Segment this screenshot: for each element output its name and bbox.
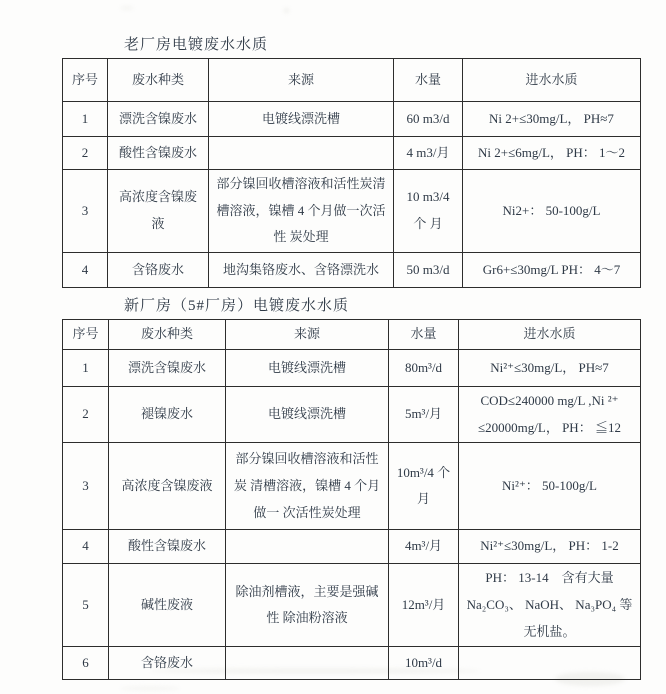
cell-waste-type: 碱性废液 <box>109 564 226 647</box>
table-header-row <box>63 59 641 102</box>
cell-volume: 50 m3/d <box>394 252 463 287</box>
cell-source: 电镀线漂洗槽 <box>226 349 389 386</box>
cell-no: 6 <box>63 647 109 680</box>
cell-volume: 4m³/月 <box>389 530 459 564</box>
column-header-volume: 水量 <box>394 59 463 102</box>
cell-source: 地沟集铬废水、含铬漂洗水 <box>209 252 394 287</box>
cell-source <box>226 530 389 564</box>
scan-artifact <box>284 8 289 13</box>
column-header-source: 来源 <box>209 59 394 102</box>
cell-volume: 60 m3/d <box>394 102 463 137</box>
scan-artifact <box>120 686 180 691</box>
cell-source: 电镀线漂洗槽 <box>209 102 394 137</box>
table-row <box>63 349 641 386</box>
cell-quality: Gr6+≤30mg/L PH： 4～7 <box>463 252 641 287</box>
cell-quality <box>459 647 641 680</box>
table-row <box>63 647 641 680</box>
cell-volume: 10m³/d <box>389 647 459 680</box>
cell-no: 2 <box>63 137 108 170</box>
column-header-no: 序号 <box>63 59 108 102</box>
cell-waste-type: 漂洗含镍废水 <box>109 349 226 386</box>
cell-quality: Ni²⁺≤30mg/L， PH： 1-2 <box>459 530 641 564</box>
cell-volume: 4 m3/月 <box>394 137 463 170</box>
cell-waste-type: 高浓度含镍废液 <box>109 443 226 530</box>
cell-volume: 5m³/月 <box>389 386 459 442</box>
table-row <box>63 137 641 170</box>
column-header-waste-type: 废水种类 <box>109 319 226 349</box>
cell-source: 部分镍回收槽溶液和活性炭 清槽溶液，镍槽 4 个月做一 次活性炭处理 <box>226 443 389 530</box>
cell-volume: 10m³/4 个 月 <box>389 443 459 530</box>
section-title-new-plant: 新厂房（5#厂房）电镀废水水质 <box>124 297 350 314</box>
column-header-source: 来源 <box>226 319 389 349</box>
column-header-quality: 进水水质 <box>459 319 641 349</box>
section-title-old-plant: 老厂房电镀废水水质 <box>124 37 269 53</box>
table-row <box>63 564 641 647</box>
cell-no: 1 <box>63 349 109 386</box>
table-row <box>63 170 641 253</box>
column-header-no: 序号 <box>63 319 109 349</box>
cell-source <box>209 137 394 170</box>
wastewater-table-new-plant <box>62 319 641 680</box>
document-content <box>62 34 640 680</box>
cell-quality: Ni 2+≤30mg/L， PH≈7 <box>463 102 641 137</box>
table-row <box>63 386 641 442</box>
cell-source: 除油剂槽液，主要是强碱性 除油粉溶液 <box>226 564 389 647</box>
cell-quality: Ni 2+≤6mg/L， PH： 1～2 <box>463 137 641 170</box>
cell-source: 部分镍回收槽溶液和活性炭清 槽溶液，镍槽 4 个月做一次活性 炭处理 <box>209 170 394 253</box>
cell-waste-type: 含铬废水 <box>109 647 226 680</box>
cell-waste-type: 含铬废水 <box>108 252 209 287</box>
cell-waste-type: 酸性含镍废水 <box>109 530 226 564</box>
cell-no: 4 <box>63 530 109 564</box>
cell-volume: 80m³/d <box>389 349 459 386</box>
cell-quality: COD≤240000 mg/L ,Ni ²⁺ ≤20000mg/L， PH： ≦12 <box>459 386 641 442</box>
cell-no: 4 <box>63 252 108 287</box>
cell-quality: Ni²⁺： 50-100g/L <box>459 443 641 530</box>
table-row <box>63 102 641 137</box>
cell-quality: Ni2+： 50-100g/L <box>463 170 641 253</box>
column-header-volume: 水量 <box>389 319 459 349</box>
table-row <box>63 443 641 530</box>
cell-no: 3 <box>63 443 109 530</box>
cell-quality: PH： 13-14 含有大量 Na₂CO₃、 NaOH、 Na₃PO₄ 等无机盐。 <box>459 564 641 647</box>
column-header-quality: 进水水质 <box>463 59 641 102</box>
cell-waste-type: 高浓度含镍废液 <box>108 170 209 253</box>
table-row <box>63 530 641 564</box>
cell-waste-type: 漂洗含镍废水 <box>108 102 209 137</box>
cell-volume: 10 m3/4 个 月 <box>394 170 463 253</box>
table-row <box>63 252 641 287</box>
cell-no: 2 <box>63 386 109 442</box>
scan-artifact <box>120 6 134 10</box>
wastewater-table-old-plant <box>62 58 641 288</box>
cell-quality: Ni²⁺≤30mg/L， PH≈7 <box>459 349 641 386</box>
cell-waste-type: 酸性含镍废水 <box>108 137 209 170</box>
cell-no: 5 <box>63 564 109 647</box>
table-header-row <box>63 319 641 349</box>
cell-waste-type: 褪镍废水 <box>109 386 226 442</box>
cell-volume: 12m³/月 <box>389 564 459 647</box>
cell-source: 电镀线漂洗槽 <box>226 386 389 442</box>
column-header-waste-type: 废水种类 <box>108 59 209 102</box>
cell-source <box>226 647 389 680</box>
cell-no: 1 <box>63 102 108 137</box>
cell-no: 3 <box>63 170 108 253</box>
